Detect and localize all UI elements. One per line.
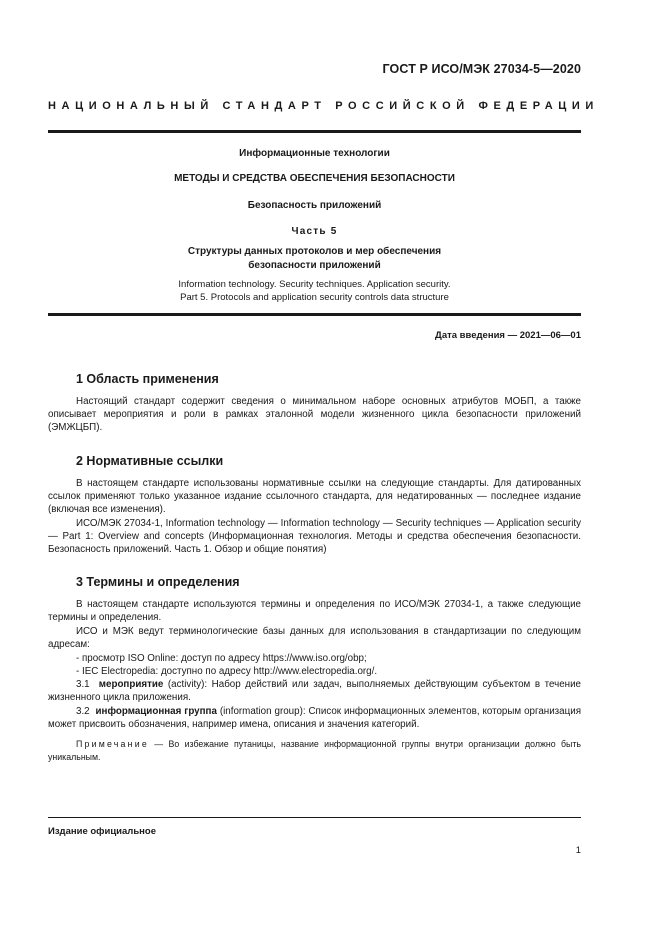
title-line-1: Информационные технологии (239, 148, 390, 159)
section-1-paragraph: Настоящий стандарт содержит сведения о минимальном наборе основных атрибутов МОБП, а также описывает мероприятия и роли в рамках эталонной модели жизненного цикла безопасности приложений (ЭМЖЦБП). (48, 396, 581, 434)
section-1-heading: 1 Область применения (76, 372, 219, 386)
note-text: — Во избежание путаницы, название информационной группы внутри организации должно быть уникальным. (48, 739, 581, 762)
term-3-1-term: мероприятие (98, 679, 164, 690)
list-item-electropedia: - IEC Electropedia: доступно по адресу http://www.electropedia.org/. (76, 666, 378, 677)
term-3-1-number: 3.1 (76, 679, 90, 690)
page-number: 1 (575, 845, 581, 856)
official-edition-label: Издание официальное (48, 826, 156, 837)
english-title-1: Information technology. Security techniques. Application security. (178, 279, 451, 290)
term-3-1-definition: (activity): Набор действий или задач, выполняемых действующим субъектом в течение жизненного цикла приложения. (48, 679, 581, 704)
list-item-iso-online: - просмотр ISO Online: доступ по адресу https://www.iso.org/obp; (76, 653, 367, 664)
introduction-date: Дата введения — 2021—06—01 (435, 330, 581, 341)
note (48, 738, 581, 763)
section-3-heading: 3 Термины и определения (76, 575, 240, 589)
section-2-paragraph-2: ИСО/МЭК 27034-1, Information technology — Information technology — Security techniques — Application security — Part 1: Overview and concepts (Информационная технология. Методы и средства обеспечения безопасности. Безопасность приложений. Часть 1. Обзор и общие понятия) (48, 518, 581, 556)
title-line-2: МЕТОДЫ И СРЕДСТВА ОБЕСПЕЧЕНИЯ БЕЗОПАСНОСТИ (174, 173, 455, 184)
term-3-1 (48, 678, 581, 704)
section-3-paragraph-1: В настоящем стандарте используются термины и определения по ИСО/МЭК 27034-1, а также следующие термины и определения. (48, 599, 581, 624)
term-3-2-definition: (information group): Список информационных элементов, которым организация может присвоить обозначения, например имена, описания и значения категорий. (48, 706, 581, 731)
document-code: ГОСТ Р ИСО/МЭК 27034-5—2020 (382, 62, 581, 76)
section-3-paragraph-2: ИСО и МЭК ведут терминологические базы данных для использования в стандартизации по следующим адресам: (48, 626, 581, 651)
footer-rule (48, 817, 581, 818)
top-rule (48, 130, 581, 133)
subtitle-line-2: безопасности приложений (248, 260, 381, 271)
english-title-2: Part 5. Protocols and application security controls data structure (180, 292, 449, 303)
term-3-2 (48, 705, 581, 731)
section-2-paragraph-1: В настоящем стандарте использованы нормативные ссылки на следующие стандарты. Для датированных ссылок применяют только указанное издание ссылочного стандарта, для недатированных — последнее издание (включая все изменения). (48, 478, 581, 516)
national-standard-banner: НАЦИОНАЛЬНЫЙ СТАНДАРТ РОССИЙСКОЙ ФЕДЕРАЦИИ (48, 100, 599, 112)
subtitle-line-1: Структуры данных протоколов и мер обеспечения (187, 246, 442, 257)
title-bottom-rule (48, 313, 581, 316)
note-label: Примечание (76, 739, 149, 749)
title-line-3: Безопасность приложений (247, 200, 382, 211)
term-3-2-number: 3.2 (76, 706, 90, 717)
section-2-heading: 2 Нормативные ссылки (76, 454, 224, 468)
part-label: Часть 5 (291, 226, 338, 237)
term-3-2-term: информационная группа (95, 706, 217, 717)
